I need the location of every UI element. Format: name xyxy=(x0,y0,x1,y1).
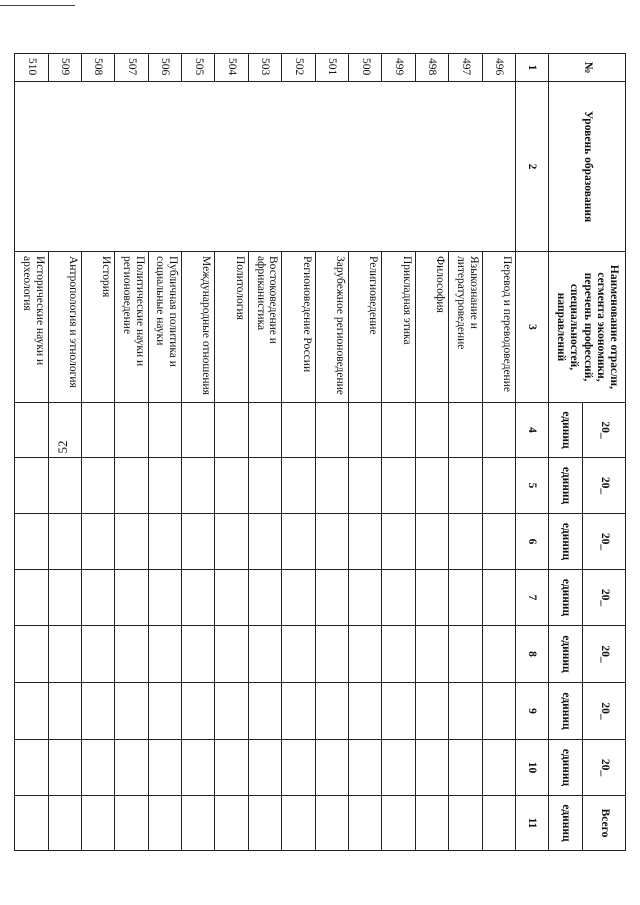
value-cell xyxy=(382,403,415,458)
header-units: единиц xyxy=(549,683,583,740)
value-cell xyxy=(449,796,482,851)
value-cell xyxy=(15,683,48,740)
value-cell xyxy=(349,458,382,514)
value-cell xyxy=(349,796,382,851)
value-cell xyxy=(382,514,415,570)
value-cell xyxy=(115,796,148,851)
row-name: Прикладная этика xyxy=(382,252,415,403)
header-year-1: 20_ xyxy=(583,403,626,458)
row-name: Политология xyxy=(215,252,248,403)
header-total: Всего xyxy=(583,796,626,851)
value-cell xyxy=(248,796,281,851)
row-name: Политические науки и регионоведение xyxy=(115,252,148,403)
value-cell xyxy=(15,514,48,570)
row-number: 500 xyxy=(349,54,382,82)
value-cell xyxy=(482,796,515,851)
value-cell xyxy=(248,570,281,626)
value-cell xyxy=(148,626,181,683)
value-cell xyxy=(349,626,382,683)
row-name: Антропология и этнология xyxy=(48,252,81,403)
value-cell xyxy=(315,514,348,570)
value-cell xyxy=(148,683,181,740)
value-cell xyxy=(482,570,515,626)
value-cell xyxy=(182,740,215,796)
value-cell xyxy=(81,796,114,851)
value-cell xyxy=(81,403,114,458)
value-cell xyxy=(15,796,48,851)
value-cell xyxy=(215,740,248,796)
row-name: Религиоведение xyxy=(349,252,382,403)
value-cell xyxy=(349,683,382,740)
value-cell xyxy=(282,683,315,740)
row-number: 501 xyxy=(315,54,348,82)
header-num: № xyxy=(549,54,626,82)
value-cell xyxy=(382,796,415,851)
value-cell xyxy=(248,683,281,740)
value-cell xyxy=(148,514,181,570)
value-cell xyxy=(449,626,482,683)
value-cell xyxy=(248,626,281,683)
row-number: 505 xyxy=(182,54,215,82)
value-cell xyxy=(315,740,348,796)
row-number: 497 xyxy=(449,54,482,82)
column-number: 2 xyxy=(516,82,549,252)
header-year-3: 20_ xyxy=(583,514,626,570)
value-cell xyxy=(182,796,215,851)
header-units: единиц xyxy=(549,514,583,570)
value-cell xyxy=(148,740,181,796)
header-name: Наименование отрасли, сегмента экономики, перечень профессий, специальностей, направлений xyxy=(549,252,626,403)
value-cell xyxy=(415,570,448,626)
value-cell xyxy=(215,626,248,683)
row-number: 510 xyxy=(15,54,48,82)
value-cell xyxy=(148,796,181,851)
value-cell xyxy=(415,514,448,570)
row-number: 498 xyxy=(415,54,448,82)
value-cell xyxy=(215,403,248,458)
column-number: 3 xyxy=(516,252,549,403)
value-cell xyxy=(182,626,215,683)
value-cell xyxy=(115,683,148,740)
value-cell xyxy=(81,514,114,570)
value-cell xyxy=(349,740,382,796)
value-cell xyxy=(415,626,448,683)
value-cell xyxy=(349,514,382,570)
value-cell xyxy=(48,570,81,626)
row-number: 508 xyxy=(81,54,114,82)
column-number: 4 xyxy=(516,403,549,458)
value-cell xyxy=(15,626,48,683)
value-cell xyxy=(48,683,81,740)
header-units: единиц xyxy=(549,570,583,626)
value-cell xyxy=(215,796,248,851)
value-cell xyxy=(48,403,81,458)
value-cell xyxy=(182,570,215,626)
header-year-4: 20_ xyxy=(583,570,626,626)
value-cell xyxy=(315,458,348,514)
value-cell xyxy=(415,683,448,740)
row-number: 496 xyxy=(482,54,515,82)
row-number: 499 xyxy=(382,54,415,82)
value-cell xyxy=(115,403,148,458)
value-cell xyxy=(81,570,114,626)
row-name: Языкознание и литературоведение xyxy=(449,252,482,403)
value-cell xyxy=(48,796,81,851)
row-number: 502 xyxy=(282,54,315,82)
column-number: 5 xyxy=(516,458,549,514)
value-cell xyxy=(315,626,348,683)
value-cell xyxy=(215,458,248,514)
value-cell xyxy=(182,514,215,570)
value-cell xyxy=(248,403,281,458)
row-name: История xyxy=(81,252,114,403)
value-cell xyxy=(315,796,348,851)
value-cell xyxy=(315,570,348,626)
value-cell xyxy=(482,626,515,683)
value-cell xyxy=(48,514,81,570)
column-number: 10 xyxy=(516,740,549,796)
value-cell xyxy=(248,458,281,514)
column-number: 11 xyxy=(516,796,549,851)
row-name: Международные отношения xyxy=(182,252,215,403)
value-cell xyxy=(382,570,415,626)
value-cell xyxy=(449,403,482,458)
value-cell xyxy=(115,626,148,683)
value-cell xyxy=(449,458,482,514)
column-number: 9 xyxy=(516,683,549,740)
value-cell xyxy=(282,626,315,683)
value-cell xyxy=(15,740,48,796)
value-cell xyxy=(48,458,81,514)
column-number: 6 xyxy=(516,514,549,570)
value-cell xyxy=(415,796,448,851)
value-cell xyxy=(115,740,148,796)
value-cell xyxy=(315,683,348,740)
header-units: единиц xyxy=(549,796,583,851)
value-cell xyxy=(182,683,215,740)
header-units: единиц xyxy=(549,403,583,458)
value-cell xyxy=(81,740,114,796)
row-number: 506 xyxy=(148,54,181,82)
row-name: Публичная политика и социальные науки xyxy=(148,252,181,403)
value-cell xyxy=(482,683,515,740)
value-cell xyxy=(282,796,315,851)
value-cell xyxy=(349,403,382,458)
column-number: 7 xyxy=(516,570,549,626)
value-cell xyxy=(282,403,315,458)
value-cell xyxy=(248,740,281,796)
value-cell xyxy=(449,570,482,626)
column-number: 1 xyxy=(516,54,549,82)
header-level: Уровень образования xyxy=(549,82,626,252)
value-cell xyxy=(215,683,248,740)
page-number: 52 xyxy=(55,440,70,454)
header-year-7: 20_ xyxy=(583,740,626,796)
value-cell xyxy=(48,740,81,796)
header-year-5: 20_ xyxy=(583,626,626,683)
value-cell xyxy=(215,514,248,570)
value-cell xyxy=(15,403,48,458)
value-cell xyxy=(81,626,114,683)
header-units: единиц xyxy=(549,626,583,683)
header-year-2: 20_ xyxy=(583,458,626,514)
value-cell xyxy=(248,514,281,570)
header-year-6: 20_ xyxy=(583,683,626,740)
value-cell xyxy=(449,514,482,570)
value-cell xyxy=(182,458,215,514)
value-cell xyxy=(482,403,515,458)
value-cell xyxy=(282,570,315,626)
row-name: Перевод и переводоведение xyxy=(482,252,515,403)
value-cell xyxy=(215,570,248,626)
row-number: 503 xyxy=(248,54,281,82)
value-cell xyxy=(48,626,81,683)
level-cell xyxy=(15,82,516,252)
data-table xyxy=(14,53,626,851)
value-cell xyxy=(382,626,415,683)
row-number: 509 xyxy=(48,54,81,82)
row-number: 507 xyxy=(115,54,148,82)
row-name: Регионоведение России xyxy=(282,252,315,403)
value-cell xyxy=(349,570,382,626)
value-cell xyxy=(81,458,114,514)
value-cell xyxy=(115,570,148,626)
value-cell xyxy=(148,570,181,626)
value-cell xyxy=(148,458,181,514)
value-cell xyxy=(282,458,315,514)
value-cell xyxy=(382,740,415,796)
value-cell xyxy=(315,403,348,458)
value-cell xyxy=(415,458,448,514)
top-rule xyxy=(0,5,75,6)
value-cell xyxy=(449,683,482,740)
value-cell xyxy=(15,458,48,514)
row-name: Исторические науки и археология xyxy=(15,252,48,403)
value-cell xyxy=(282,514,315,570)
value-cell xyxy=(282,740,315,796)
value-cell xyxy=(15,570,48,626)
value-cell xyxy=(482,740,515,796)
value-cell xyxy=(81,683,114,740)
row-name: Зарубежное регионоведение xyxy=(315,252,348,403)
value-cell xyxy=(415,403,448,458)
value-cell xyxy=(148,403,181,458)
header-units: единиц xyxy=(549,740,583,796)
value-cell xyxy=(115,514,148,570)
value-cell xyxy=(415,740,448,796)
value-cell xyxy=(382,458,415,514)
value-cell xyxy=(482,514,515,570)
value-cell xyxy=(382,683,415,740)
row-name: Философия xyxy=(415,252,448,403)
value-cell xyxy=(182,403,215,458)
row-number: 504 xyxy=(215,54,248,82)
value-cell xyxy=(115,458,148,514)
value-cell xyxy=(449,740,482,796)
column-number: 8 xyxy=(516,626,549,683)
row-name: Востоковедение и африканистика xyxy=(248,252,281,403)
table-row xyxy=(482,54,515,851)
value-cell xyxy=(482,458,515,514)
header-units: единиц xyxy=(549,458,583,514)
